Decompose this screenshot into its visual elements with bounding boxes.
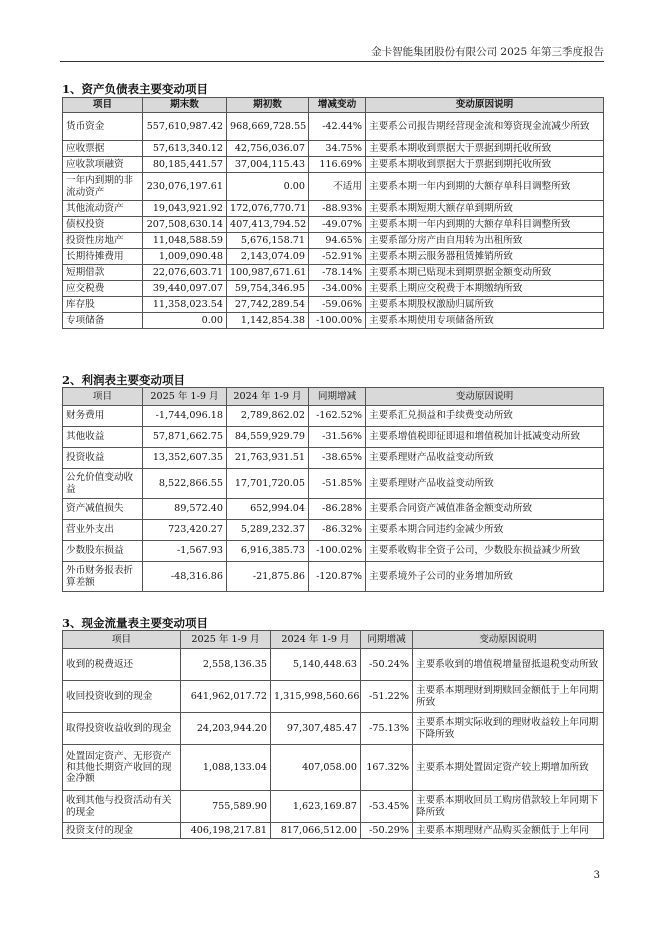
- cell-reason: 主要系上期应交税费于本期缴纳所致: [366, 281, 604, 297]
- cell-reason: 主要系本期处置固定资产较上期增加所致: [413, 745, 604, 791]
- column-header-current: 2025 年 1-9 月: [181, 631, 271, 649]
- cell-reason: 主要系本期股权激励归属所致: [366, 297, 604, 313]
- cell-previous: 2,143,074.09: [227, 249, 309, 265]
- cell-change: -50.24%: [361, 649, 413, 681]
- cell-current: 24,203,944.20: [181, 713, 271, 745]
- cell-item: 资产减值损失: [63, 499, 143, 520]
- cell-reason: 主要系本期理财到期赎回金额低于上年同期所致: [413, 681, 604, 713]
- cell-reason: 主要系合同资产减值准备金额变动所致: [366, 499, 604, 520]
- cell-current: 13,352,607.35: [143, 448, 227, 469]
- cell-current: 19,043,921.92: [143, 201, 227, 217]
- cash-flow-table: [62, 630, 604, 839]
- cell-change: -51.22%: [361, 681, 413, 713]
- cell-item: 营业外支出: [63, 520, 143, 541]
- column-header-previous: 2024 年 1-9 月: [271, 631, 361, 649]
- table-row: [63, 791, 604, 823]
- cell-item: 一年内到期的非流动资产: [63, 173, 143, 201]
- table-row: [63, 281, 604, 297]
- cell-change: -86.32%: [309, 520, 366, 541]
- table-row: [63, 520, 604, 541]
- cell-current: 723,420.27: [143, 520, 227, 541]
- cell-reason: 主要系本期实际收到的理财收益较上年同期下降所致: [413, 713, 604, 745]
- cell-previous: 5,289,232.37: [227, 520, 309, 541]
- cell-previous: 84,559,929.79: [227, 427, 309, 448]
- table-row: [63, 233, 604, 249]
- column-header-previous: 期初数: [227, 98, 309, 113]
- column-header-item: 项目: [63, 388, 143, 406]
- cell-previous: -21,875.86: [227, 562, 309, 592]
- cell-previous: 5,140,448.63: [271, 649, 361, 681]
- cell-reason: 主要系境外子公司的业务增加所致: [366, 562, 604, 592]
- cell-previous: 5,676,158.71: [227, 233, 309, 249]
- cell-previous: 0.00: [227, 173, 309, 201]
- table-row: [63, 745, 604, 791]
- cell-item: 收回投资收到的现金: [63, 681, 181, 713]
- table-row: [63, 406, 604, 427]
- cell-item: 取得投资收益收到的现金: [63, 713, 181, 745]
- cell-reason: 主要系本期一年内到期的大额存单科目调整所致: [366, 217, 604, 233]
- column-header-item: 项目: [63, 98, 143, 113]
- cell-current: -1,744,096.18: [143, 406, 227, 427]
- cell-item: 其他收益: [63, 427, 143, 448]
- cell-change: -59.06%: [309, 297, 366, 313]
- table-row: [63, 562, 604, 592]
- cell-item: 专项储备: [63, 313, 143, 329]
- table-header-row: [63, 98, 604, 113]
- cell-previous: 1,315,998,560.66: [271, 681, 361, 713]
- cell-current: 57,613,340.12: [143, 141, 227, 157]
- column-header-current: 期末数: [143, 98, 227, 113]
- cell-item: 库存股: [63, 297, 143, 313]
- table-row: [63, 173, 604, 201]
- cell-item: 短期借款: [63, 265, 143, 281]
- cell-change: -120.87%: [309, 562, 366, 592]
- cell-current: 207,508,630.14: [143, 217, 227, 233]
- cell-reason: 主要系本期收到票据大于票据到期托收所致: [366, 141, 604, 157]
- cell-reason: 主要系增值税即征即退和增值税加计抵减变动所致: [366, 427, 604, 448]
- page-number: 3: [593, 870, 600, 881]
- cell-change: -34.00%: [309, 281, 366, 297]
- section-title-cash-flow: 3、现金流量表主要变动项目: [62, 616, 209, 630]
- cell-item: 长期待摊费用: [63, 249, 143, 265]
- column-header-item: 项目: [63, 631, 181, 649]
- column-header-current: 2025 年 1-9 月: [143, 388, 227, 406]
- cell-current: 755,589.90: [181, 791, 271, 823]
- cell-current: 89,572.40: [143, 499, 227, 520]
- page-header: 金卡智能集团股份有限公司 2025 年第三季度报告: [371, 46, 604, 58]
- cell-change: -31.56%: [309, 427, 366, 448]
- table-row: [63, 469, 604, 499]
- table-row: [63, 499, 604, 520]
- table-row: [63, 649, 604, 681]
- cell-current: 8,522,866.55: [143, 469, 227, 499]
- cell-change: -100.02%: [309, 541, 366, 562]
- cell-current: -1,567.93: [143, 541, 227, 562]
- table-row: [63, 113, 604, 141]
- cell-item: 外币财务报表折算差额: [63, 562, 143, 592]
- cell-previous: 817,066,512.00: [271, 823, 361, 839]
- cell-current: -48,316.86: [143, 562, 227, 592]
- cell-current: 11,048,588.59: [143, 233, 227, 249]
- cell-current: 230,076,197.61: [143, 173, 227, 201]
- cell-current: 22,076,603.71: [143, 265, 227, 281]
- cell-current: 641,962,017.72: [181, 681, 271, 713]
- cell-item: 应收款项融资: [63, 157, 143, 173]
- cell-item: 债权投资: [63, 217, 143, 233]
- table-row: [63, 541, 604, 562]
- cell-previous: 27,742,289.54: [227, 297, 309, 313]
- column-header-change: 同期增减: [309, 388, 366, 406]
- cell-previous: 172,076,770.71: [227, 201, 309, 217]
- cell-current: 2,558,136.35: [181, 649, 271, 681]
- cell-reason: 主要系本期理财产品购买金额低于上年同: [413, 823, 604, 839]
- cell-change: 不适用: [309, 173, 366, 201]
- cell-change: 94.65%: [309, 233, 366, 249]
- cell-current: 1,009,090.48: [143, 249, 227, 265]
- section-title-balance-sheet: 1、资产负债表主要变动项目: [62, 82, 209, 96]
- cell-reason: 主要系理财产品收益变动所致: [366, 469, 604, 499]
- cell-current: 1,088,133.04: [181, 745, 271, 791]
- table-header-row: [63, 388, 604, 406]
- cell-reason: 主要系本期一年内到期的大额存单科目调整所致: [366, 173, 604, 201]
- table-row: [63, 823, 604, 839]
- cell-item: 应收票据: [63, 141, 143, 157]
- column-header-reason: 变动原因说明: [366, 98, 604, 113]
- cell-change: -52.91%: [309, 249, 366, 265]
- cell-reason: 主要系理财产品收益变动所致: [366, 448, 604, 469]
- cell-current: 0.00: [143, 313, 227, 329]
- cell-item: 财务费用: [63, 406, 143, 427]
- cell-current: 557,610,987.42: [143, 113, 227, 141]
- table-header-row: [63, 631, 604, 649]
- cell-item: 其他流动资产: [63, 201, 143, 217]
- table-row: [63, 217, 604, 233]
- column-header-previous: 2024 年 1-9 月: [227, 388, 309, 406]
- cell-change: -49.07%: [309, 217, 366, 233]
- table-row: [63, 201, 604, 217]
- cell-previous: 1,623,169.87: [271, 791, 361, 823]
- cell-reason: 主要系部分房产由自用转为出租所致: [366, 233, 604, 249]
- cell-change: -42.44%: [309, 113, 366, 141]
- cell-change: -162.52%: [309, 406, 366, 427]
- column-header-change: 同期增减: [361, 631, 413, 649]
- cell-previous: 652,994.04: [227, 499, 309, 520]
- cell-item: 应交税费: [63, 281, 143, 297]
- cell-reason: 主要系汇兑损益和手续费变动所致: [366, 406, 604, 427]
- cell-current: 11,358,023.54: [143, 297, 227, 313]
- cell-previous: 59,754,346.95: [227, 281, 309, 297]
- cell-change: -100.00%: [309, 313, 366, 329]
- cell-reason: 主要系本期已贴现未到期票据金额变动所致: [366, 265, 604, 281]
- table-row: [63, 265, 604, 281]
- cell-change: -88.93%: [309, 201, 366, 217]
- table-row: [63, 681, 604, 713]
- cell-change: -38.65%: [309, 448, 366, 469]
- cell-reason: 主要系本期云服务器租赁摊销所致: [366, 249, 604, 265]
- cell-reason: 主要系本期收到票据大于票据到期托收所致: [366, 157, 604, 173]
- header-rule: [60, 61, 604, 62]
- table-row: [63, 141, 604, 157]
- cell-change: -78.14%: [309, 265, 366, 281]
- table-row: [63, 157, 604, 173]
- cell-previous: 97,307,485.47: [271, 713, 361, 745]
- cell-item: 处置固定资产、无形资产和其他长期资产收回的现金净额: [63, 745, 181, 791]
- cell-current: 80,185,441.57: [143, 157, 227, 173]
- cell-current: 39,440,097.07: [143, 281, 227, 297]
- cell-previous: 2,789,862.02: [227, 406, 309, 427]
- table-row: [63, 297, 604, 313]
- cell-reason: 主要系本期使用专项储备所致: [366, 313, 604, 329]
- cell-reason: 主要系本期收回员工购房借款较上年同期下降所致: [413, 791, 604, 823]
- cell-previous: 37,004,115.43: [227, 157, 309, 173]
- cell-item: 投资支付的现金: [63, 823, 181, 839]
- cell-reason: 主要系收购非全资子公司，少数股东损益减少所致: [366, 541, 604, 562]
- cell-item: 货币资金: [63, 113, 143, 141]
- cell-previous: 42,756,036.07: [227, 141, 309, 157]
- cell-change: 167.32%: [361, 745, 413, 791]
- table-row: [63, 427, 604, 448]
- cell-previous: 100,987,671.61: [227, 265, 309, 281]
- table-row: [63, 448, 604, 469]
- cell-item: 少数股东损益: [63, 541, 143, 562]
- cell-current: 57,871,662.75: [143, 427, 227, 448]
- cell-item: 公允价值变动收益: [63, 469, 143, 499]
- cell-previous: 21,763,931.51: [227, 448, 309, 469]
- cell-previous: 1,142,854.38: [227, 313, 309, 329]
- income-statement-table: [62, 387, 604, 592]
- cell-previous: 407,413,794.52: [227, 217, 309, 233]
- cell-previous: 17,701,720.05: [227, 469, 309, 499]
- column-header-change: 增减变动: [309, 98, 366, 113]
- cell-change: -53.45%: [361, 791, 413, 823]
- cell-change: -75.13%: [361, 713, 413, 745]
- cell-reason: 主要系公司报告期经营现金流和筹资现金流减少所致: [366, 113, 604, 141]
- column-header-reason: 变动原因说明: [413, 631, 604, 649]
- cell-previous: 6,916,385.73: [227, 541, 309, 562]
- cell-change: 34.75%: [309, 141, 366, 157]
- cell-item: 收到的税费返还: [63, 649, 181, 681]
- cell-item: 收到其他与投资活动有关的现金: [63, 791, 181, 823]
- cell-change: -86.28%: [309, 499, 366, 520]
- balance-sheet-table: [62, 97, 604, 329]
- cell-change: -50.29%: [361, 823, 413, 839]
- column-header-reason: 变动原因说明: [366, 388, 604, 406]
- section-title-income-statement: 2、利润表主要变动项目: [62, 373, 186, 387]
- cell-current: 406,198,217.81: [181, 823, 271, 839]
- cell-reason: 主要系本期合同违约金减少所致: [366, 520, 604, 541]
- table-row: [63, 713, 604, 745]
- table-row: [63, 313, 604, 329]
- cell-item: 投资性房地产: [63, 233, 143, 249]
- cell-item: 投资收益: [63, 448, 143, 469]
- table-row: [63, 249, 604, 265]
- cell-reason: 主要系收到的增值税增量留抵退税变动所致: [413, 649, 604, 681]
- cell-previous: 407,058.00: [271, 745, 361, 791]
- cell-change: -51.85%: [309, 469, 366, 499]
- cell-change: 116.69%: [309, 157, 366, 173]
- cell-previous: 968,669,728.55: [227, 113, 309, 141]
- cell-reason: 主要系本期短期大额存单到期所致: [366, 201, 604, 217]
